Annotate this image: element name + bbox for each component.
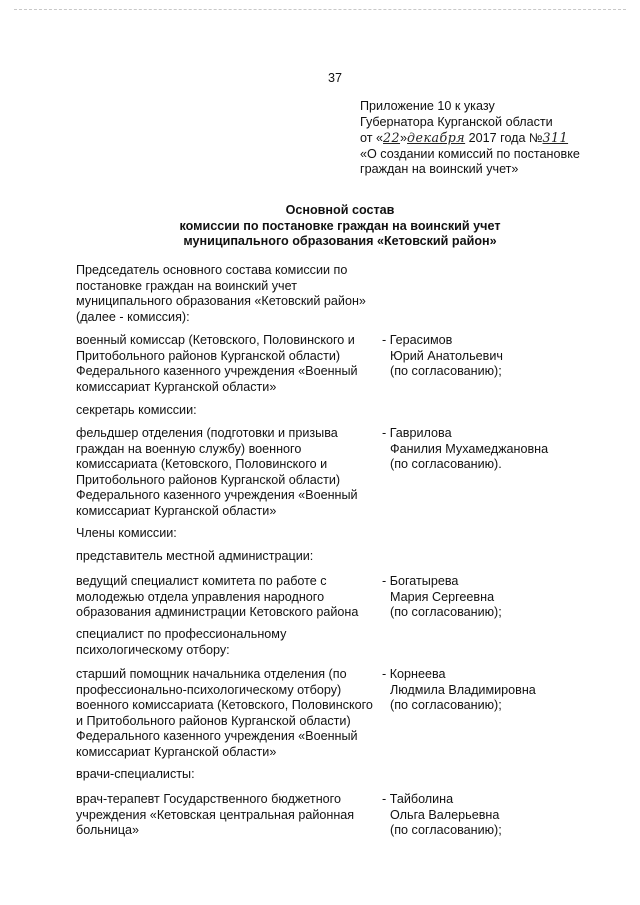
psych-label [76,627,616,658]
appendix-date-line [360,130,620,147]
position-line: комиссариата (Кетовского, Половинского и [76,457,328,472]
handwritten-month: декабря [407,130,466,146]
member-person [382,333,620,380]
date-prefix: от « [360,131,383,146]
position-line: Притобольного районов Курганской области) [76,348,341,363]
member-position [76,574,388,621]
position-line: фельдшер отделения (подготовки и призыва [76,426,338,440]
appendix-line-5: граждан на воинский учет» [360,162,519,177]
member-note: (по согласованию). [390,457,502,472]
member-position [76,667,388,761]
handwritten-day: 22 [383,130,401,146]
member-surname: - Гаврилова [382,426,452,440]
member-position [76,333,388,395]
member-name: Юрий Анатольевич [390,348,503,363]
handwritten-number: 311 [542,130,569,146]
member-person [382,667,620,714]
psych-label-line: специалист по профессиональному [76,627,287,641]
chair-intro-line: постановке граждан на воинский учет [76,278,297,293]
date-year: 2017 года № [468,131,543,146]
heading-line-3: муниципального образования «Кетовский район» [183,234,497,249]
position-line: комиссариат Курганской области» [76,503,277,518]
page-number: 37 [327,71,342,85]
member-name: Людмила Владимировна [390,682,536,697]
position-line: старший помощник начальника отделения (по [76,667,347,681]
date-mid: » [400,131,408,146]
position-line: больница» [76,823,140,838]
member-person [382,426,620,473]
position-line: профессионально-психологическому отбору) [76,682,342,697]
appendix-line-2: Губернатора Курганской области [360,114,553,129]
chair-intro-line: (далее - комиссия): [76,309,190,324]
member-note: (по согласованию); [390,364,502,379]
member-name: Фанилия Мухамеджановна [390,441,549,456]
member-person [382,792,620,839]
member-name: Мария Сергеевна [390,589,495,604]
chair-intro-line: Председатель основного состава комиссии по [76,263,348,277]
position-line: граждан на военную службу) военного [76,441,302,456]
position-line: комиссариат Курганской области» [76,744,277,759]
secretary-label: секретарь комиссии: [76,403,197,417]
position-line: учреждения «Кетовская центральная районная [76,807,355,822]
member-position [76,426,388,520]
member-note: (по согласованию); [390,823,502,838]
member-position [76,792,388,839]
member-surname: - Тайболина [382,792,454,806]
position-line: Федерального казенного учреждения «Военный [76,488,358,503]
member-note: (по согласованию); [390,698,502,713]
position-line: Федерального казенного учреждения «Военный [76,364,358,379]
position-line: комиссариат Курганской области» [76,379,277,394]
position-line: молодежью отдела управления народного [76,589,325,604]
position-line: врач-терапевт Государственного бюджетного [76,792,341,806]
member-person [382,574,620,621]
doctors-label: врачи-специалисты: [76,767,195,781]
members-label: Члены комиссии: [76,526,177,540]
member-surname: - Корнеева [382,667,446,681]
heading-line-2: комиссии по постановке граждан на воинский учет [179,218,501,233]
psych-label-line: психологическому отбору: [76,642,230,657]
chair-intro [76,263,616,325]
member-surname: - Герасимов [382,333,453,347]
member-name: Ольга Валерьевна [390,807,500,822]
position-line: ведущий специалист комитета по работе с [76,574,327,588]
local-admin-label: представитель местной администрации: [76,549,314,563]
appendix-line-1: Приложение 10 к указу [360,99,495,113]
heading-line-1: Основной состав [285,203,395,217]
document-heading [160,203,520,250]
appendix-block [360,99,620,178]
position-line: Притобольного районов Курганской области) [76,472,341,487]
appendix-line-4: «О создании комиссий по постановке [360,146,580,161]
scan-top-edge [14,9,626,11]
position-line: и Притобольного районов Курганской области) [76,713,351,728]
position-line: военный комиссар (Кетовского, Половинского и [76,333,355,347]
position-line: образования администрации Кетовского района [76,605,359,620]
member-surname: - Богатырева [382,574,459,588]
position-line: Федерального казенного учреждения «Военный [76,729,358,744]
member-note: (по согласованию); [390,605,502,620]
chair-intro-line: муниципального образования «Кетовский район» [76,294,366,309]
position-line: военного комиссариата (Кетовского, Половинского [76,698,373,713]
